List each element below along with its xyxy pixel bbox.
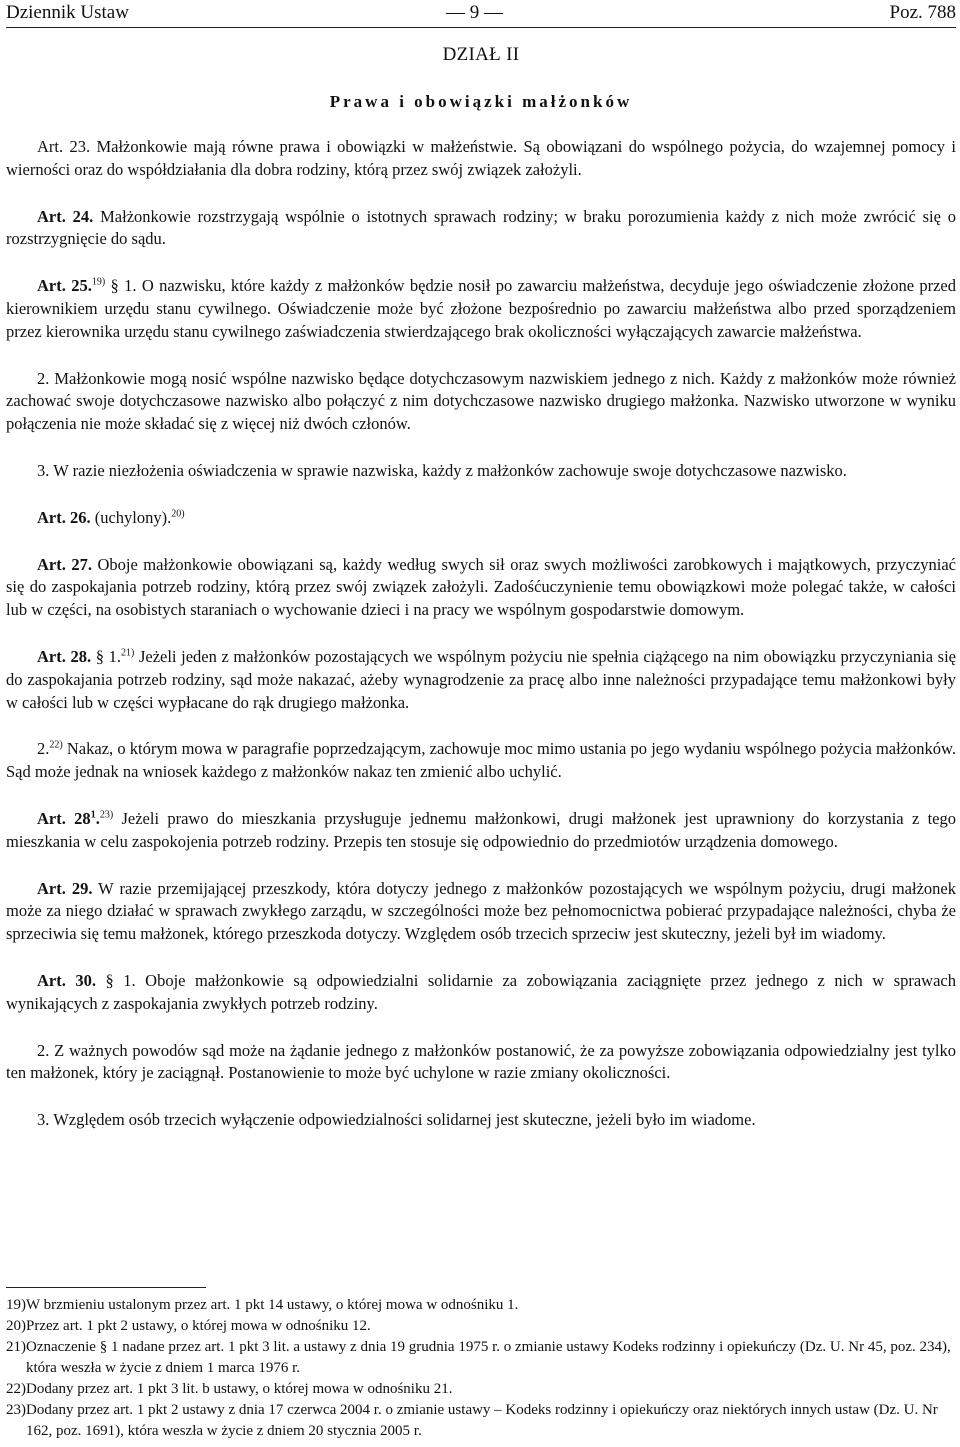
article-25-par-2: 2. Małżonkowie mogą nosić wspólne nazwisko będące dotychczasowym nazwiskiem jednego z nich. Każdy z małżonków może również zachować swoje dotychczasowe nazwisko albo połączyć z nim dotychczasowe nazwisko drugiego małżonka. Nazwisko utworzone w wyniku połączenia nie może składać się z więcej niż dwóch członów. — [6, 368, 956, 434]
article-label: Art. 30. — [37, 970, 96, 990]
article-text: § 1. O nazwisku, które każdy z małżonków będzie nosił po zawarciu małżeństwa, decyduje jego oświadczenie złożone przed kierownikiem urzędu stanu cywilnego. Oświadczenie może być złożone bezpośrednio po zawarciu małżeństwa albo przed sporządzeniem przez kierownika urzędu stanu cywilnego zaświadczenia stwierdzającego brak okoliczności wyłączających zawarcie małżeństwa. — [6, 276, 957, 341]
footnote-number: 21) — [6, 1339, 26, 1355]
section-title: DZIAŁ II — [442, 44, 520, 65]
article-30-par-2: 2. Z ważnych powodów sąd może na żądanie jednego z małżonków postanowić, że za powyższe zobowiązania odpowiedzialny jest tylko ten małżonek, który je zaciągnął. Postanowienie to może być uchylone w razie zmiany okoliczności. — [6, 1040, 956, 1083]
document-body — [6, 136, 956, 1156]
footnote — [6, 1295, 956, 1316]
article-label: Art. 25. — [37, 276, 92, 296]
article-label: Art. $28^1$. — [37, 808, 100, 828]
article-25-par-1 — [6, 275, 956, 343]
article-label: Art. 29. — [37, 878, 93, 898]
article-text: Jeżeli prawo do mieszkania przysługuje jednemu małżonkowi, drugi małżonek jest uprawniony do korzystania z tego mieszkania w celu zaspokojenia potrzeb rodziny. Przepis ten stosuje się odpowiednio do przedmiotów urządzenia domowego. — [6, 808, 957, 851]
article-28-1 — [6, 808, 956, 854]
position-number: Poz. 788 — [889, 2, 956, 23]
footnotes — [6, 1295, 956, 1442]
article-text: § 1. Oboje małżonkowie są odpowiedzialni solidarnie za zobowiązania zaciągnięte przez jednego z nich w sprawach wynikających z zaspokajania zwykłych potrzeb rodziny. — [6, 970, 956, 1013]
paragraph-number: 2. — [37, 739, 50, 759]
article-text: Małżonkowie rozstrzygają wspólnie o istotnych sprawach rodziny; w braku porozumienia każdy z nich może zwrócić się o rozstrzygnięcie do sądu. — [6, 206, 957, 249]
article-29 — [6, 878, 956, 946]
footnote-text: Przez art. 1 pkt 2 ustawy, o której mowa w odnośniku 12. — [26, 1318, 371, 1334]
paragraph-number: § 1. — [91, 646, 121, 666]
article-text: W razie przemijającej przeszkody, która dotyczy jednego z małżonków pozostających we wspólnym pożyciu, drugi małżonek może za niego działać w sprawach zwykłego zarządu, w szczególności może bez pełnomocnictwa pobierać przypadające należności, chyba że sprzeciwia się temu małżonek, którego przeszkoda dotyczy. Względem osób trzecich sprzeciw jest skuteczny, jeżeli był im wiadomy. — [6, 878, 956, 944]
footnote-ref: 21) — [120, 647, 135, 659]
footnote — [6, 1379, 956, 1400]
footnote-ref: 22) — [49, 739, 63, 751]
article-24 — [6, 206, 956, 252]
footnote-number: 20) — [6, 1318, 26, 1334]
article-text: Nakaz, o którym mowa w paragrafie poprzedzającym, zachowuje moc mimo ustania po jego wydaniu wspólnego pożycia małżonków. Sąd może jednak na wniosek każdego z małżonków nakaz ten zmienić albo uchylić. — [6, 739, 956, 782]
article-label: Art. 23. — [37, 137, 91, 156]
journal-name: Dziennik Ustaw — [6, 2, 129, 23]
footnote-number: 22) — [6, 1381, 26, 1397]
article-label: Art. 28. — [37, 646, 92, 666]
article-27 — [6, 554, 956, 622]
footnote-text: Dodany przez art. 1 pkt 2 ustawy z dnia 17 czerwca 2004 r. o zmianie ustawy – Kodeks rodzinny i opiekuńczy oraz niektórych innych ustaw (Dz. U. Nr 162, poz. 1691), która weszła w życie z dniem 20 stycznia 2005 r. — [26, 1402, 938, 1439]
footnote — [6, 1400, 956, 1442]
article-28-par-2 — [6, 738, 956, 784]
article-23 — [6, 136, 956, 182]
footnote-text: Dodany przez art. 1 pkt 3 lit. b ustawy, o której mowa w odnośniku 21. — [26, 1381, 453, 1397]
running-header — [6, 2, 956, 24]
header-rule — [6, 27, 956, 28]
article-text: Małżonkowie mają równe prawa i obowiązki w małżeństwie. Są obowiązani do wspólnego pożycia, do wzajemnej pomocy i wierności oraz do współdziałania dla dobra rodziny, którą przez swój związek założyli. — [6, 137, 956, 179]
article-30-par-3: 3. Względem osób trzecich wyłączenie odpowiedzialności solidarnej jest skuteczne, jeżeli było im wiadome. — [37, 1110, 756, 1130]
footnote-number: 23) — [6, 1402, 26, 1418]
footnote-number: 19) — [6, 1297, 26, 1313]
article-28-par-1 — [6, 646, 956, 714]
page-number: — 9 — — [446, 2, 503, 23]
article-text: Oboje małżonkowie obowiązani są, każdy według swych sił oraz swych możliwości zarobkowych i majątkowych, przyczyniać się do zaspokajania potrzeb rodziny, którą przez swój związek założyli. Zadośćuczynienie temu obowiązkowi może polegać także, w całości lub w części, na osobistych staraniach o wychowanie dzieci i na pracy we wspólnym gospodarstwie domowym. — [6, 554, 957, 620]
footnote-text: W brzmieniu ustalonym przez art. 1 pkt 14 ustawy, o której mowa w odnośniku 1. — [26, 1297, 519, 1313]
article-label: Art. 26. — [37, 507, 91, 527]
article-26 — [6, 507, 956, 530]
article-label: Art. 24. — [37, 206, 94, 226]
article-label: Art. 27. — [37, 554, 92, 574]
footnote-ref: 23) — [99, 809, 114, 821]
article-text: (uchylony). — [90, 507, 172, 527]
footnote — [6, 1316, 956, 1337]
article-text: Jeżeli jeden z małżonków pozostających we wspólnym pożyciu nie spełnia ciążącego na nim obowiązku przyczyniania się do zaspokajania potrzeb rodziny, sąd może nakazać, ażeby wynagrodzenie za pracę albo inne należności przypadające temu małżonkowi były w całości lub w części wypłacane do rąk drugiego małżonka. — [6, 646, 956, 712]
footnote — [6, 1337, 956, 1379]
section-subtitle: Prawa i obowiązki małżonków — [329, 92, 633, 111]
footnote-text: Oznaczenie § 1 nadane przez art. 1 pkt 3 lit. a ustawy z dnia 19 grudnia 1975 r. o zmianie ustawy Kodeks rodzinny i opiekuńczy (Dz. U. Nr 45, poz. 234), która weszła w życie z dniem 1 marca 1976 r. — [26, 1339, 951, 1376]
footnote-ref: 19) — [91, 276, 106, 288]
footnote-ref: 20) — [171, 508, 185, 520]
article-30-par-1 — [6, 970, 956, 1016]
footnote-rule — [6, 1287, 206, 1288]
article-25-par-3: 3. W razie niezłożenia oświadczenia w sprawie nazwiska, każdy z małżonków zachowuje swoje dotychczasowe nazwisko. — [37, 460, 847, 480]
